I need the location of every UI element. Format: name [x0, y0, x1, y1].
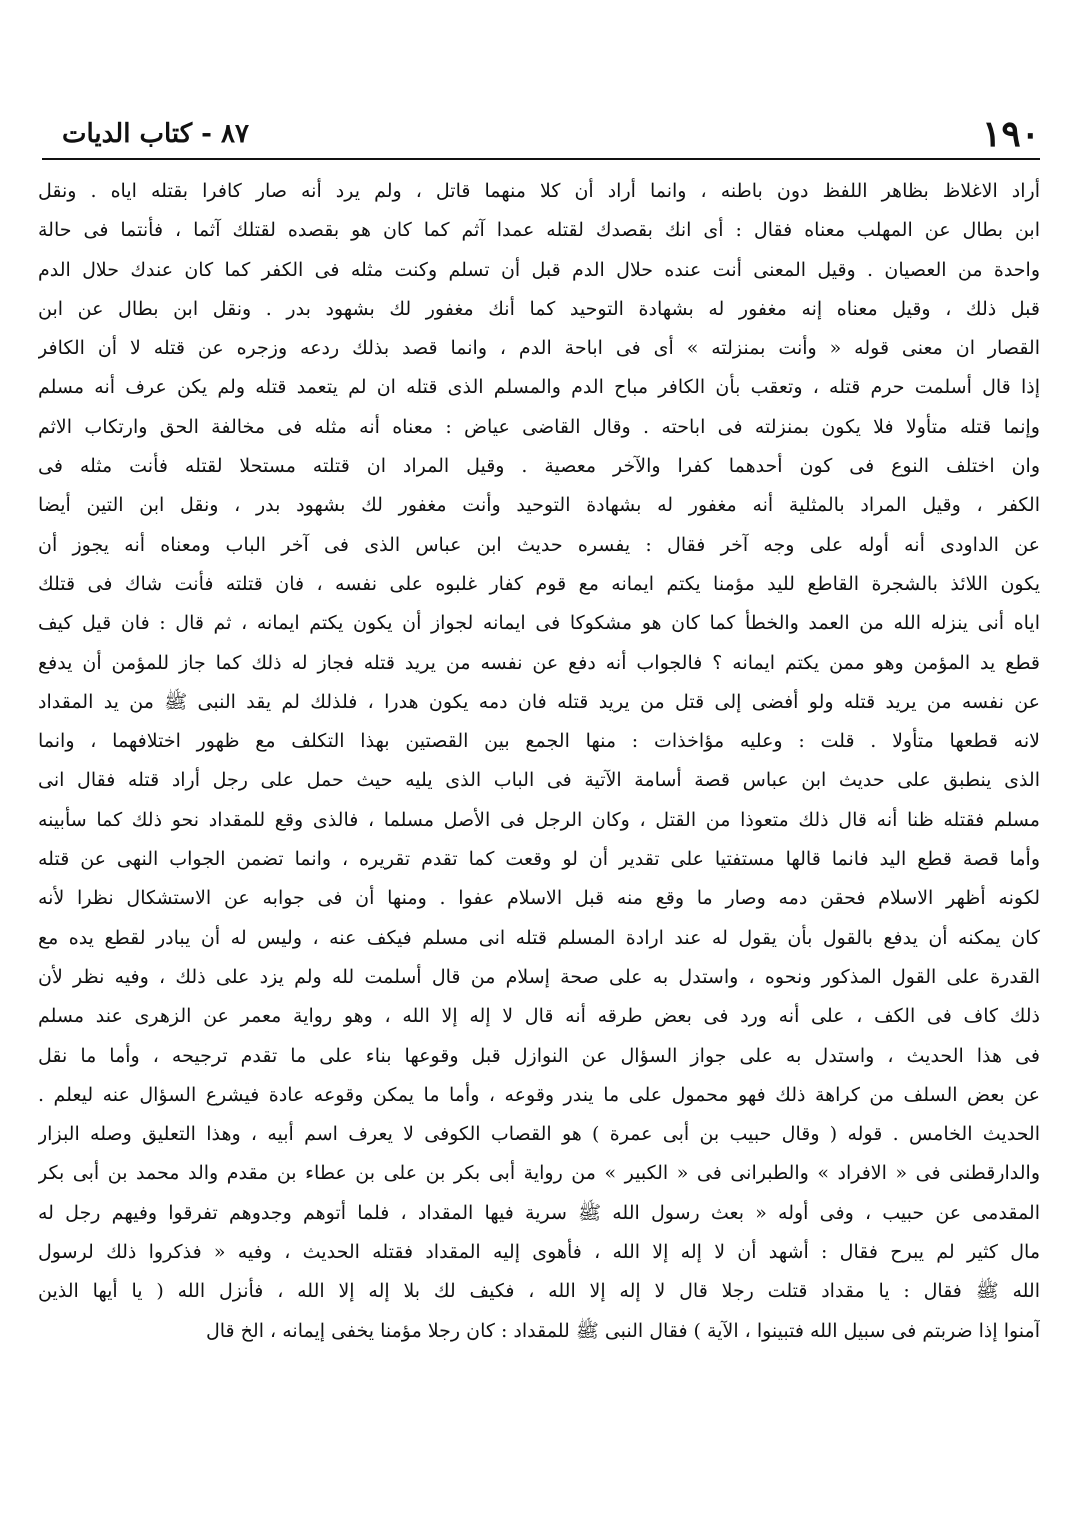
page-number: ١٩٠: [981, 113, 1040, 155]
text-line: إذا قال أسلمت حرم قتله ، وتعقب بأن الكافر مباح الدم والمسلم الذى قتله ان لم يتعمد قتله ولم يكن عرف أنه مسلم: [38, 376, 1040, 399]
text-line: ابن بطال عن المهلب معناه فقال : أى انك بقصدك لقتله عمدا آثم كما كان هو بقصده لقتلك آثما ، فأنتما فى حالة: [38, 219, 1040, 242]
running-title: ٨٧ - كتاب الديات: [62, 119, 249, 149]
body-text: [38, 172, 1040, 1351]
text-line: والدارقطنى فى « الافراد » والطبرانى فى « الكبير » من رواية أبى بكر بن على بن عطاء بن مقدم والد محمد بن أبى بكر: [38, 1162, 1040, 1185]
text-line: عن بعض السلف من كراهة ذلك فهو محمول على ما يندر وقوعه ، وأما ما يمكن وقوعه عادة فيشرع السؤال عنه ليعلم .: [38, 1083, 1040, 1106]
text-line: مال كثير لم يبرح فقال : أشهد أن لا إله إلا الله ، فأهوى إليه المقداد فقتله الحديث ، وفيه « فذكروا ذلك لرسول: [38, 1241, 1040, 1264]
text-line: المقدمى عن حبيب ، وفى أوله « بعث رسول الله ﷺ سرية فيها المقداد ، فلما أتوهم وجدوهم تفرقوا وفيهم رجل له: [38, 1201, 1040, 1224]
text-line: وان اختلف النوع فى كون أحدهما كفرا والآخر معصية . وقيل المراد ان قتلته مستحلا لقتله فأنت مثله فى: [38, 455, 1040, 478]
text-line: الكفر ، وقيل المراد بالمثلية أنه مغفور له بشهادة التوحيد وأنت مغفور لك بشهود بدر ، ونقل ابن التين أيضا: [38, 494, 1040, 517]
text-line: مسلم فقتله ظنا أنه قال ذلك متعوذا من القتل ، وكان الرجل فى الأصل مسلما ، فالذى وقع للمقداد نحو ذلك كما سأبينه: [38, 808, 1040, 831]
text-line: قطع يد المؤمن وهو ممن يكتم ايمانه ؟ فالجواب أنه دفع عن نفسه من يريد قتله فجاز له ذلك كما جاز للمؤمن أن يدفع: [38, 651, 1040, 674]
text-line: القدرة على القول المذكور ونحوه ، واستدل به على صحة إسلام من قال أسلمت لله ولم يزد على ذلك ، وفيه نظر لأن: [38, 965, 1040, 988]
text-line: آمنوا إذا ضربتم فى سبيل الله فتبينوا ، الآية ) فقال النبى ﷺ للمقداد : كان رجلا مؤمنا يخفى إيمانه ، الخ قال: [205, 1319, 1040, 1342]
text-line: وأما قصة قطع اليد فانما قالها مستفتيا على تقدير أن لو وقعت كما تقدم تقريره ، وانما تضمن الجواب النهى عن قتله: [38, 848, 1040, 871]
text-line: اياه أنى ينزله الله من العمد والخطأ كما كان هو مشكوكا فى ايمانه لجواز أن يكون يكتم ايمانه ، ثم قال : فان قيل كيف: [38, 612, 1040, 635]
text-line: فى هذا الحديث ، واستدل به على جواز السؤال عن النوازل قبل وقوعها بناء على ما تقدم ترجيحه ، وأما ما نقل: [38, 1044, 1040, 1067]
text-line: واحدة من العصيان . وقيل المعنى أنت عنده حلال الدم قبل أن تسلم وكنت مثله فى الكفر كما كان عندك حلال الدم: [38, 258, 1040, 281]
text-line: عن الداودى أنه أوله على وجه آخر فقال : يفسره حديث ابن عباس الذى فى آخر الباب ومعناه أنه يجوز أن: [38, 533, 1040, 556]
text-line: كان يمكنه أن يدفع بالقول بأن يقول له عند ارادة المسلم قتله انى مسلم فيكف عنه ، وليس له أن يبادر لقطع يده مع: [38, 926, 1040, 949]
text-line: الذى ينطبق على حديث ابن عباس قصة أسامة الآتية فى الباب الذى يليه حيث حمل على رجل أراد قتله فقال انى: [38, 769, 1040, 792]
text-line: قبل ذلك ، وقيل معناه إنه مغفور له بشهادة التوحيد كما أنك مغفور لك بشهود بدر . ونقل ابن بطال عن ابن: [38, 297, 1040, 320]
header-divider: [42, 158, 1040, 160]
text-line: أراد الاغلاظ بظاهر اللفظ دون باطنه ، وانما أراد أن كلا منهما قاتل ، ولم يرد أنه صار كافرا بقتله اياه . ونقل: [38, 180, 1040, 202]
text-line: لكونه أظهر الاسلام فحقن دمه وصار ما وقع منه قبل الاسلام عفوا . ومنها أن فى جوابه عن الاستشكال نظرا لأنه: [38, 887, 1040, 910]
text-line: يكون اللائذ بالشجرة القاطع لليد مؤمنا يكتم ايمانه مع قوم كفار غلبوه على نفسه ، فان قتلته فأنت شاك فى قتلك: [38, 572, 1040, 595]
text-line: الحديث الخامس . قوله ( وقال حبيب بن أبى عمرة ) هو القصاب الكوفى لا يعرف اسم أبيه ، وهذا التعليق وصله البزار: [38, 1123, 1040, 1146]
text-line: ذلك كاف فى الكف ، على أنه ورد فى بعض طرقه أنه قال لا إله إلا الله ، وهو رواية معمر عن الزهرى عند مسلم: [38, 1005, 1040, 1028]
text-line: وإنما قتله متأولا فلا يكون بمنزلته فى اباحته . وقال القاضى عياض : معناه أنه مثله فى مخالفة الحق وارتكاب الاثم: [38, 415, 1040, 438]
text-line: عن نفسه من يريد قتله ولو أفضى إلى قتل من يريد قتله فان دمه يكون هدرا ، فلذلك لم يقد النبى ﷺ من يد المقداد: [38, 690, 1040, 713]
text-line: القصار ان معنى قوله « وأنت بمنزلته » أى فى اباحة الدم ، وانما قصد بذلك ردعه وزجره عن قتله لا أن الكافر: [38, 337, 1040, 360]
text-line: الله ﷺ فقال : يا مقداد قتلت رجلا قال لا إله إلا الله ، فكيف لك بلا إله إلا الله ، فأنزل الله ( يا أيها الذين: [38, 1280, 1040, 1303]
page-header: [42, 110, 1040, 158]
text-line: لانه قطعها متأولا . قلت : وعليه مؤاخذات : منها الجمع بين القصتين بهذا التكلف مع ظهور اختلافهما ، وانما: [38, 730, 1040, 753]
